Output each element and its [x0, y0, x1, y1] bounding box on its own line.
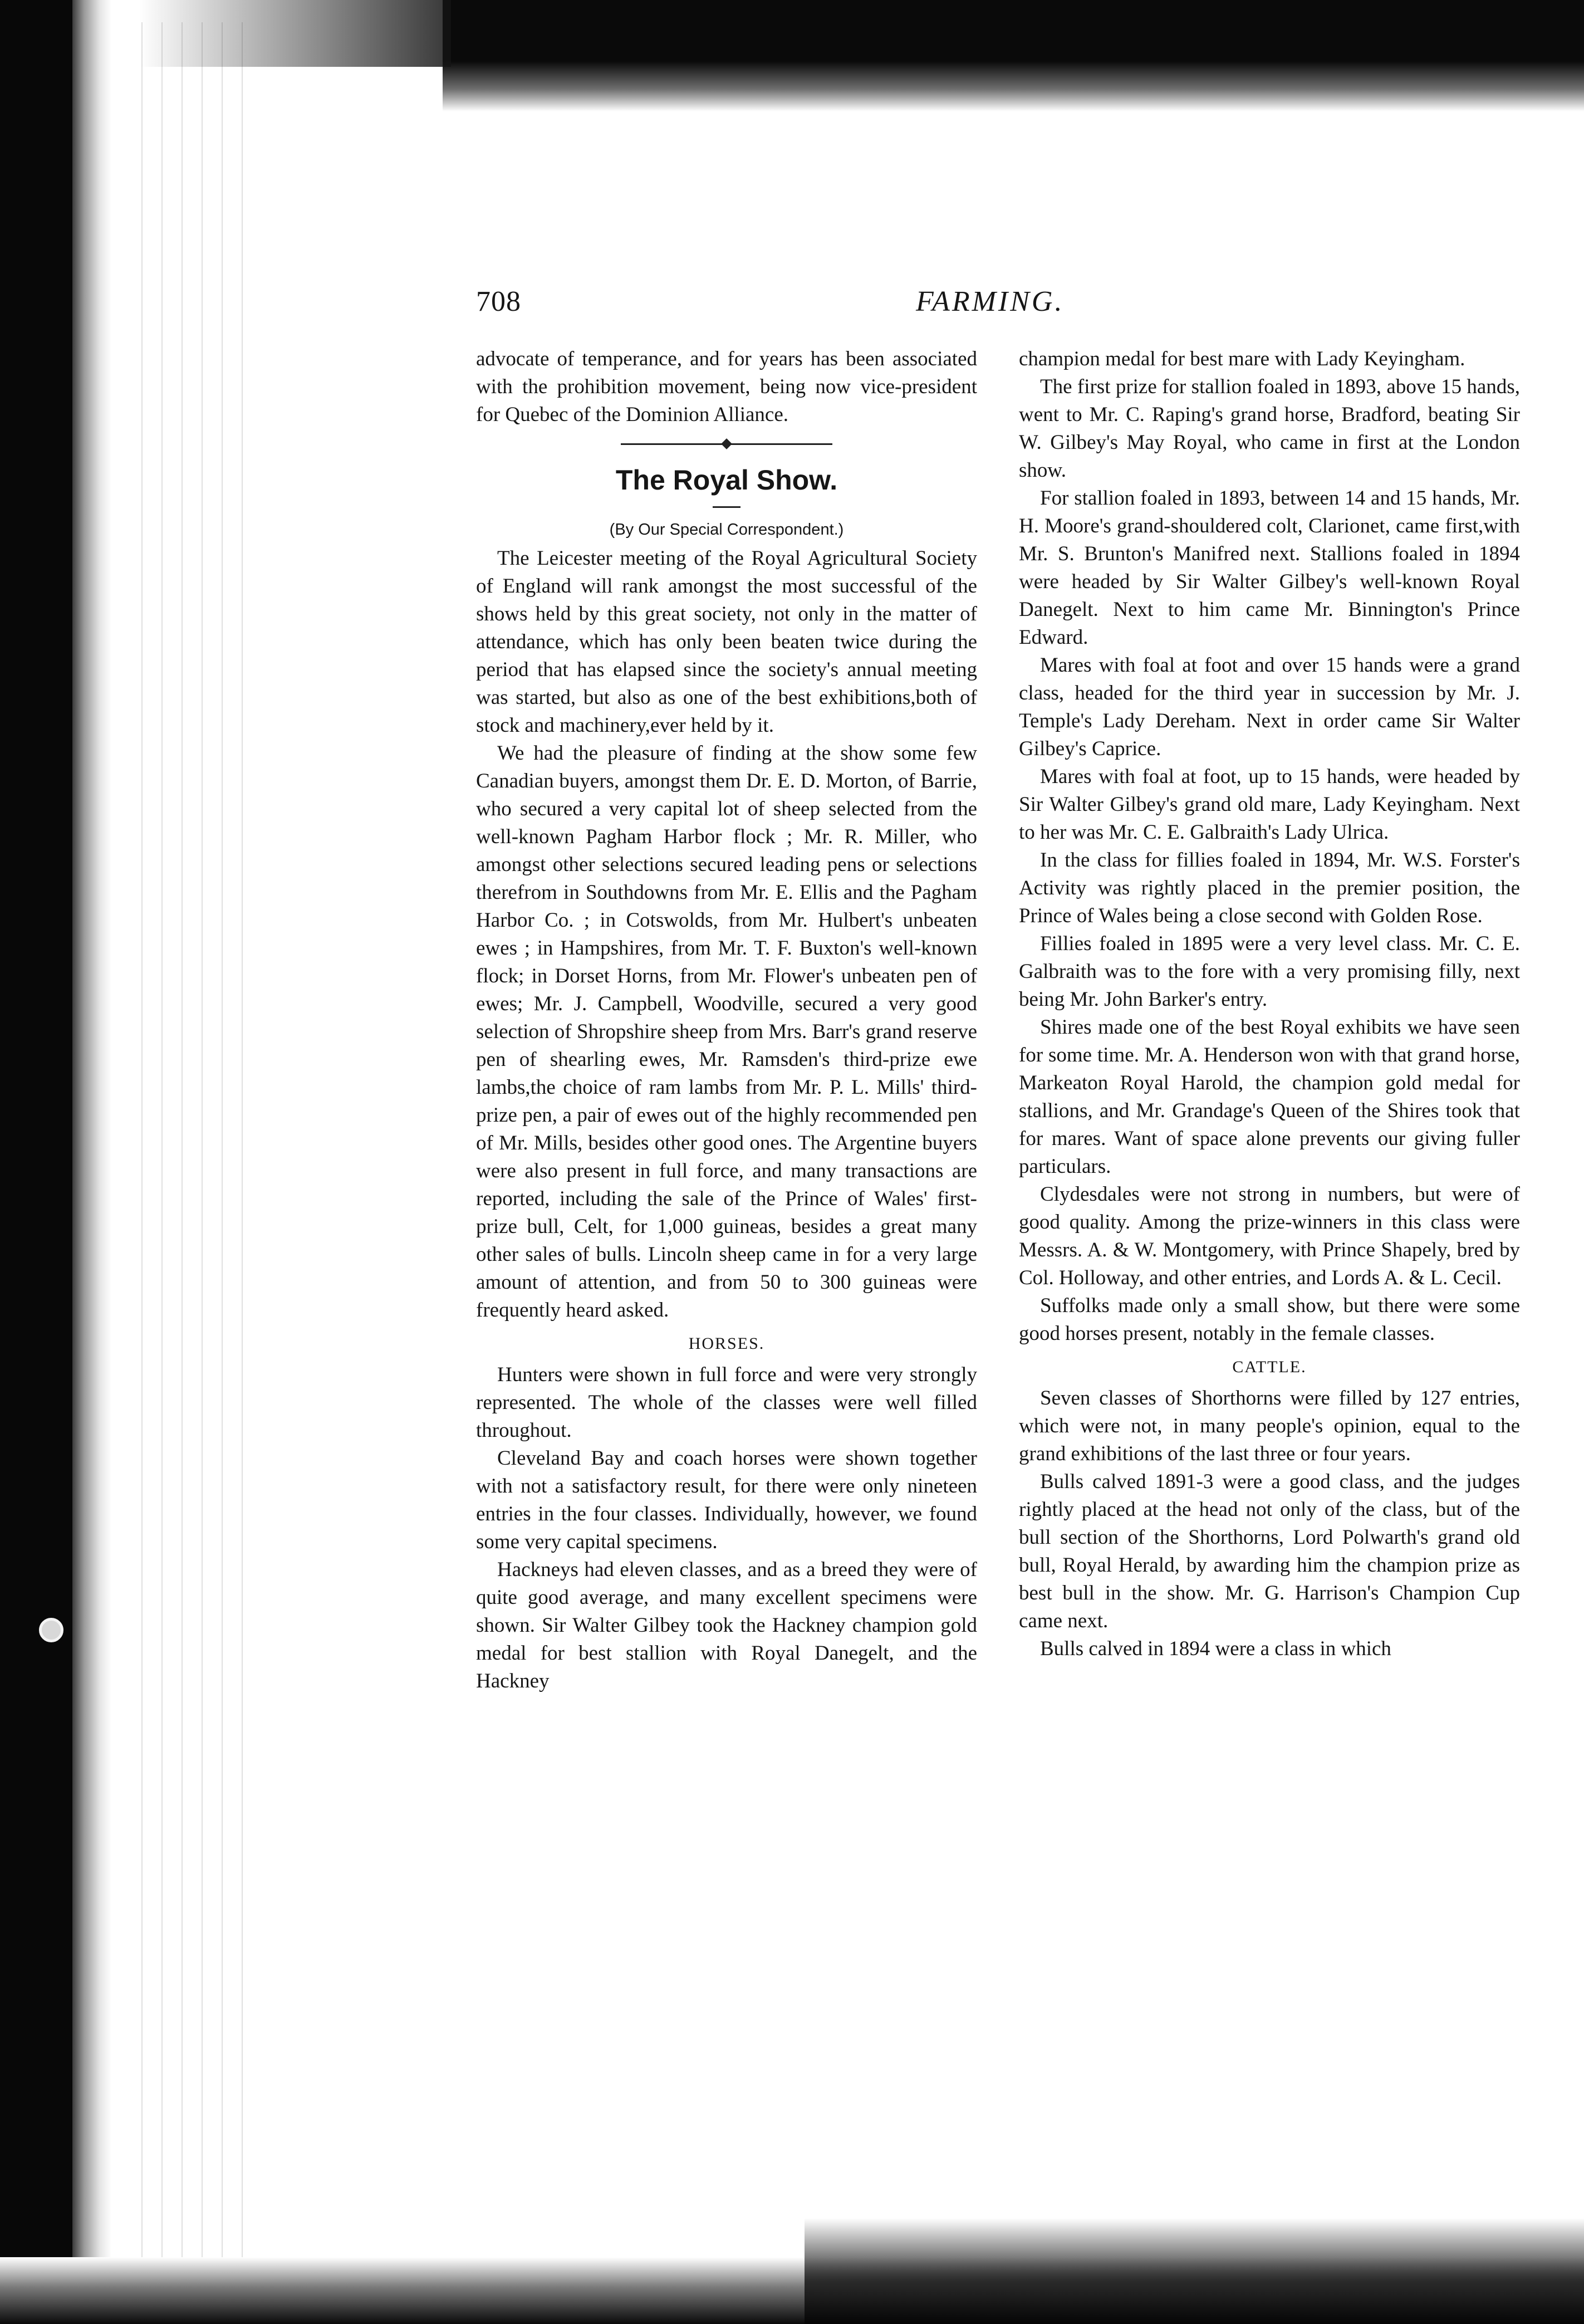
paragraph: The Leicester meeting of the Royal Agricultural Society of England will rank amongst the most successful of the shows held by this great society, not only in the matter of attendance, which has only been beaten twice during the period that has elapsed since the society's annual meeting was started, but also as one of the best exhibitions,both of stock and machinery,ever held by it.: [476, 547, 977, 737]
paragraph: The first prize for stallion foaled in 1893, above 15 hands, went to Mr. C. Raping's grand horse, Bradford, beating Sir W. Gilbey's May Royal, who came in first at the London show.: [1019, 375, 1520, 482]
scan-binding-lines: [122, 22, 256, 2283]
article-title: The Royal Show.: [615, 464, 838, 496]
scan-shadow-top: [443, 0, 1584, 111]
paragraph: In the class for fillies foaled in 1894, Mr. W.S. Forster's Activity was rightly placed in the premier position, the Prince of Wales being a close second with Golden Rose.: [1019, 849, 1520, 927]
section-heading-horses: HORSES.: [688, 1334, 765, 1353]
paragraph: Clydesdales were not strong in numbers, but were of good quality. Among the prize-winners in this class were Messrs. A. & W. Montgomery, with Prince Shapely, bred by Col. Holloway, and other entries, and Lords A. & L. Cecil.: [1019, 1183, 1520, 1289]
paragraph: Suffolks made only a small show, but there were some good horses present, notably in the female classes.: [1019, 1294, 1520, 1345]
section-heading-cattle: CATTLE.: [1232, 1358, 1307, 1376]
scan-shadow-left-edge: [72, 0, 111, 2324]
paragraph: Hackneys had eleven classes, and as a breed they were of quite good average, and many excellent specimens were shown. Sir Walter Gilbey took the Hackney champion gold medal for best stallion with Royal Danegelt, and the Hackney: [476, 1558, 977, 1692]
paragraph: Shires made one of the best Royal exhibits we have seen for some time. Mr. A. Henderson won with that grand horse, Markeaton Royal Harold, the champion gold medal for stallions, and Mr. Grandage's Queen of the Shires took that for mares. Want of space alone prevents our giving fuller particulars.: [1019, 1016, 1520, 1178]
byline: (By Our Special Correspondent.): [609, 521, 844, 539]
right-column: [1019, 345, 1520, 1663]
scan-shadow-top-fade: [139, 0, 451, 67]
scan-shadow-bottom-right: [805, 2218, 1584, 2324]
paragraph: For stallion foaled in 1893, between 14 and 15 hands, Mr. H. Moore's grand-shouldered colt, Clarionet, came first,with Mr. S. Brunton's Manifred next. Stallions foaled in 1894 were headed by Sir Walter Gilbey's well-known Royal Danegelt. Next to him came Mr. Binnington's Prince Edward.: [1019, 487, 1520, 649]
paragraph: Cleveland Bay and coach horses were shown together with not a satisfactory result, for there were only nineteen entries in the four classes. Individually, however, we found some very capital specimens.: [476, 1447, 977, 1553]
paragraph: Fillies foaled in 1895 were a very level class. Mr. C. E. Galbraith was to the fore with a very promising filly, next being Mr. John Barker's entry.: [1019, 932, 1520, 1011]
binding-rivet-icon: [39, 1618, 63, 1642]
paragraph: We had the pleasure of finding at the show some few Canadian buyers, amongst them Dr. E. D. Morton, of Barrie, who secured a very capital lot of sheep selected from the well-known Pagham Harbor flock ; Mr. R. Miller, who amongst other selections secured leading pens or selections therefrom in Southdowns from Mr. E. Ellis and the Pagham Harbor Co. ; in Cotswolds, from Mr. Hulbert's unbeaten ewes ; in Hampshires, from Mr. T. F. Buxton's well-known flock; in Dorset Horns, from Mr. Flower's unbeaten pen of ewes; Mr. J. Campbell, Woodville, secured a very good selection of Shropshire sheep from Mrs. Barr's grand reserve pen of shearling ewes, Mr. Ramsden's third-prize ewe lambs,the choice of ram lambs from Mr. P. L. Mills' third-prize pen, a pair of ewes out of the highly recommended pen of Mr. Mills, besides other good ones. The Argentine buyers were also present in full force, and many transactions are reported, including the sale of the Prince of Wales' first-prize bull, Celt, for 1,000 guineas, besides a great many other sales of bulls. Lincoln sheep came in for a very large amount of attention, and from 50 to 300 guineas were frequently heard asked.: [476, 742, 977, 1322]
continued-paragraph: champion medal for best mare with Lady Keyingham.: [1019, 348, 1465, 370]
scan-shadow-left: [0, 0, 72, 2324]
page: [476, 284, 1534, 2178]
paragraph: Mares with foal at foot and over 15 hands were a grand class, headed for the third year in succession by Mr. J. Temple's Lady Dereham. Next in order came Sir Walter Gilbey's Caprice.: [1019, 654, 1520, 760]
left-column: [476, 345, 977, 1695]
paragraph: Hunters were shown in full force and were very strongly represented. The whole of the classes were well filled throughout.: [476, 1363, 977, 1442]
paragraph: Mares with foal at foot, up to 15 hands, were headed by Sir Walter Gilbey's grand old mare, Lady Keyingham. Next to her was Mr. C. E. Galbraith's Lady Ulrica.: [1019, 765, 1520, 844]
running-head: [476, 284, 1534, 334]
intro-fragment: advocate of temperance, and for years has been associated with the prohibition movement, being now vice-president for Quebec of the Dominion Alliance.: [476, 348, 977, 426]
paragraph: Bulls calved in 1894 were a class in which: [1040, 1637, 1391, 1660]
title-rule: [713, 506, 740, 508]
paragraph: Seven classes of Shorthorns were filled by 127 entries, which were not, in many people's opinion, equal to the grand exhibitions of the last three or four years.: [1019, 1387, 1520, 1465]
page-number: 708: [476, 286, 521, 317]
paragraph: Bulls calved 1891-3 were a good class, and the judges rightly placed at the head not only of the class, but of the bull section of the Shorthorns, Lord Polwarth's grand old bull, Royal Herald, by awarding him the champion prize as best bull in the show. Mr. G. Harrison's Champion Cup came next.: [1019, 1470, 1520, 1632]
article-separator: [621, 443, 832, 445]
journal-title: FARMING.: [916, 286, 1065, 317]
